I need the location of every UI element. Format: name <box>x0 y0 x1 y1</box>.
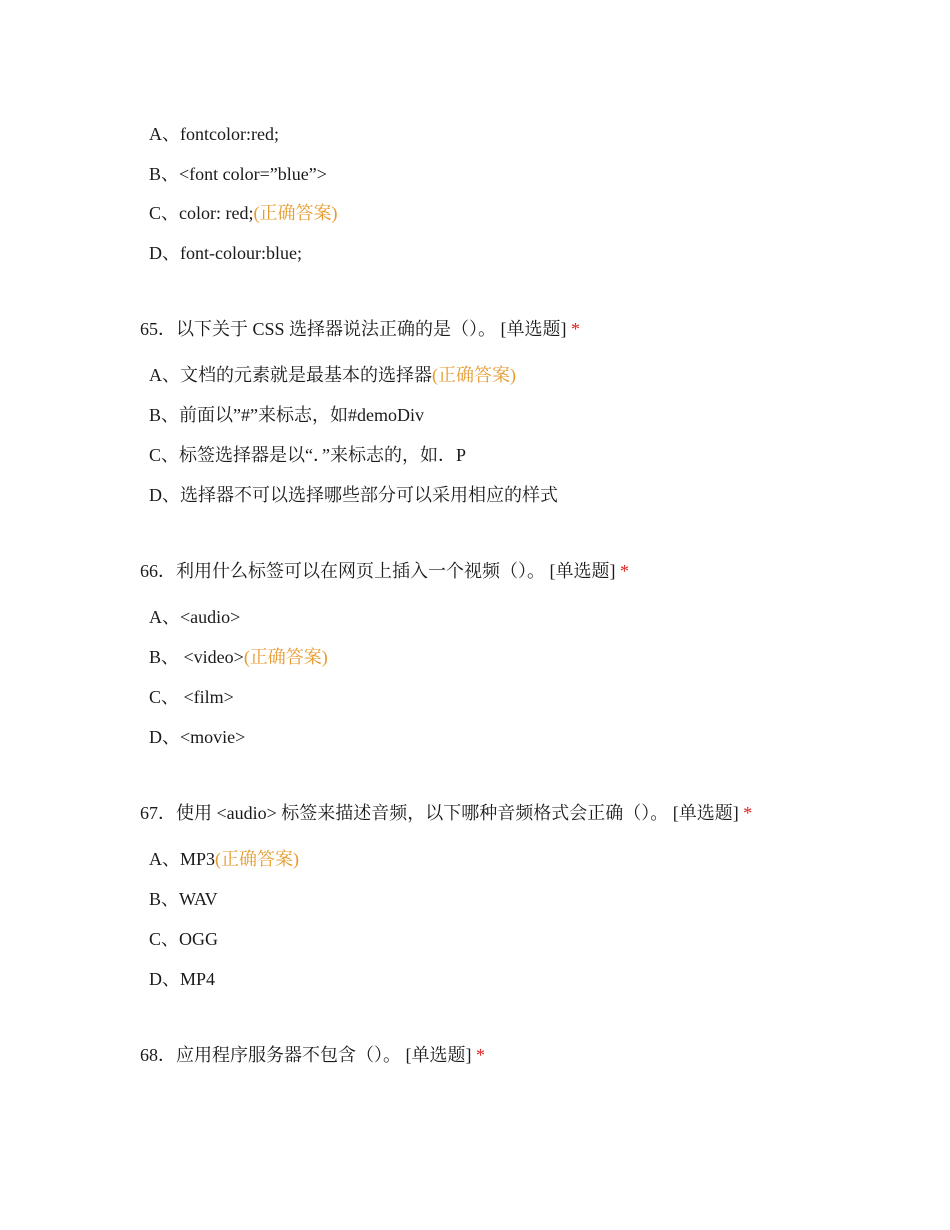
q65-option-c <box>149 444 466 466</box>
option-text: A、fontcolor:red; <box>149 124 279 144</box>
required-mark: * <box>743 803 753 823</box>
q66-title <box>140 560 629 582</box>
option-text: A、<audio> <box>149 607 241 627</box>
correct-answer-label: (正确答案) <box>253 203 338 223</box>
question-type: [单选题] <box>672 803 739 823</box>
q64-option-a <box>149 123 279 145</box>
option-text: A、MP3 <box>149 849 216 869</box>
q64-option-b <box>149 163 327 185</box>
question-type: [单选题] <box>549 561 616 581</box>
q66-option-c <box>149 686 234 708</box>
q64-option-d <box>149 242 302 264</box>
q65-option-d <box>149 484 558 506</box>
q68-title <box>140 1044 485 1066</box>
required-mark: * <box>476 1045 485 1065</box>
question-stem: 以下关于 CSS 选择器说法正确的是（）。 <box>176 319 497 339</box>
q66-option-a <box>149 606 240 628</box>
q65-option-b <box>149 404 424 426</box>
question-type: [单选题] <box>405 1045 472 1065</box>
q67-title <box>140 802 752 824</box>
option-text: B、<font color=”blue”> <box>149 164 327 184</box>
correct-answer-label: (正确答案) <box>243 647 328 667</box>
option-text: A、文档的元素就是最基本的选择器 <box>149 365 432 385</box>
question-number: 66． <box>140 561 176 581</box>
required-mark: * <box>620 561 629 581</box>
q67-option-a <box>149 848 299 870</box>
question-type: [单选题] <box>500 319 567 339</box>
q64-option-c <box>149 202 337 224</box>
option-text: B、WAV <box>149 889 218 909</box>
option-text: D、font-colour:blue; <box>149 243 302 263</box>
option-text: D、MP4 <box>149 969 216 989</box>
question-stem: 利用什么标签可以在网页上插入一个视频（）。 <box>176 561 545 581</box>
q66-option-d <box>149 726 245 748</box>
required-mark: * <box>571 319 581 339</box>
q67-option-b <box>149 888 218 910</box>
option-text: C、 <film> <box>149 687 234 707</box>
option-text: C、标签选择器是以“．”来标志的，如．P <box>149 445 466 465</box>
q67-option-c <box>149 928 218 950</box>
question-stem: 使用 <audio> 标签来描述音频，以下哪种音频格式会正确（）。 <box>176 803 669 823</box>
option-text: B、前面以”#”来标志，如#demoDiv <box>149 405 424 425</box>
option-text: C、OGG <box>149 929 219 949</box>
q67-option-d <box>149 968 215 990</box>
correct-answer-label: (正确答案) <box>432 365 516 385</box>
option-text: D、选择器不可以选择哪些部分可以采用相应的样式 <box>149 485 558 505</box>
q66-option-b <box>149 646 328 668</box>
q65-title <box>140 318 580 340</box>
option-text: C、color: red; <box>149 203 254 223</box>
question-number: 67． <box>140 803 176 823</box>
question-stem: 应用程序服务器不包含（）。 <box>176 1045 401 1065</box>
correct-answer-label: (正确答案) <box>215 849 300 869</box>
question-number: 68． <box>140 1045 176 1065</box>
q65-option-a <box>149 364 516 386</box>
option-text: D、<movie> <box>149 727 246 747</box>
option-text: B、 <video> <box>149 647 244 667</box>
question-number: 65． <box>140 319 176 339</box>
